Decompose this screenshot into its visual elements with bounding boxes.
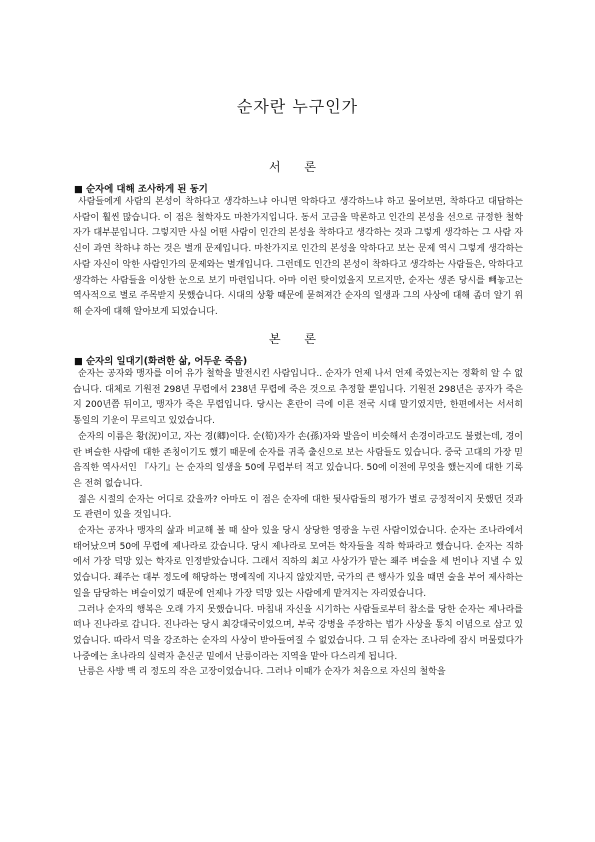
intro-text [73, 195, 523, 321]
body-text [73, 367, 523, 681]
paragraph: 순자는 공자와 맹자를 이어 유가 철학을 발전시킨 사람입니다.. 순자가 언제 나서 언제 죽었는지는 정확히 알 수 없습니다. 대체로 기원전 298년 무렵에서 238년 무렵에 죽은 것으로 추정할 뿐입니다. 기원전 298년은 공자가 죽은지 200년쯤 뒤이고, 맹자가 죽은 무렵입니다. 당시는 혼란이 극에 이른 전국 시대 말기였지만, 한편에서는 서서히 통일의 기운이 무르익고 있었습니다. [73, 369, 523, 427]
paragraph: 사람들에게 사람의 본성이 착하다고 생각하느냐 아니면 악하다고 생각하느냐 하고 물어보면, 착하다고 대답하는 사람이 훨씬 많습니다. 이 점은 철학자도 마찬가지입니다. 동서 고금을 막론하고 인간의 본성을 선으로 규정한 철학자가 대부분입니다. 그렇지만 사실 어떤 사람이 인간의 본성을 착하다고 생각하는 것과 그렇게 생각하는 그 사람 자신이 과연 착하냐 하는 것은 별개 문제입니다. 마찬가지로 인간의 본성을 악하다고 보는 문제 역시 그렇게 생각하는 사람 자신이 악한 사람인가의 문제와는 별개입니다. 그런데도 인간의 본성이 착하다고 생각하는 사람들은, 악하다고 생각하는 사람들을 이상한 눈으로 보기 마련입니다. 아마 이런 탓이었을지 모르지만, 순자는 생존 당시를 빼놓고는 역사적으로 별로 주목받지 못했습니다. 시대의 상황 때문에 묻혀져간 순자의 일생과 그의 사상에 대해 좀더 알기 위해 순자에 대해 알아보게 되었습니다. [73, 197, 523, 317]
subheading-biography: ■ 순자의 일대기(화려한 삶, 어두운 죽음) [74, 356, 248, 367]
paragraph: 순자의 이름은 황(況)이고, 자는 경(卿)이다. 순(筍)자가 손(孫)자와 발음이 비슷해서 손경이라고도 불렸는데, 경이란 벼슬한 사람에 대한 존칭이기도 했기 때문에 순자를 귀족 출신으로 보는 사람들도 있습니다. 중국 고대의 가장 믿음직한 역사서인 『사기』는 순자의 일생을 50에 무렵부터 적고 있습니다. 50에 이전에 무엇을 했는지에 대한 기록은 전혀 없습니다. [73, 431, 523, 489]
paragraph: 젊은 시절의 순자는 어디로 갔을까? 아마도 이 점은 순자에 대한 뒷사람들의 평가가 별로 긍정적이지 못했던 것과도 관련이 있을 것입니다. [73, 494, 523, 521]
paragraph: 난릉은 사방 백 리 정도의 작은 고장이었습니다. 그러나 이때가 순자가 처음으로 자신의 철학을 [78, 667, 446, 678]
paragraph: 순자는 공자나 맹자의 삶과 비교해 볼 때 살아 있을 당시 상당한 영광을 누린 사람이었습니다. 순자는 조나라에서 태어났으며 50에 무렵에 제나라로 갔습니다. 당시 제나라로 모여든 학자들을 직하 학파라고 했습니다. 순자는 직하에서 가장 덕망 있는 학자로 인정받았습니다. 그래서 직하의 최고 사상가가 맡는 좨주 벼슬을 세 번이나 지낼 수 있었습니다. 좨주는 대부 정도에 해당하는 명예직에 지나지 않았지만, 국가의 큰 행사가 있을 때면 술을 부어 제사하는 일을 담당하는 벼슬이었기 때문에 언제나 가장 덕망 있는 사람에게 맡겨지는 자리였습니다. [73, 526, 523, 599]
subheading-motivation: ■ 순자에 대해 조사하게 된 동기 [74, 184, 208, 195]
paragraph: 그러나 순자의 행복은 오래 가지 못했습니다. 마침내 자신을 시기하는 사람들로부터 참소를 당한 순자는 제나라를 떠나 진나라로 갑니다. 진나라는 당시 최강대국이었으며, 부국 강병을 주장하는 법가 사상을 통치 이념으로 삼고 있었습니다. 따라서 덕을 강조하는 순자의 사상이 받아들여질 수 없었습니다. 그 뒤 순자는 조나라에 잠시 머물렀다가 나중에는 초나라의 실력자 춘신군 밑에서 난릉이라는 지역을 맡아 다스리게 됩니다. [73, 604, 523, 662]
document-title: 순자란 누구인가 [236, 97, 359, 116]
section-heading-body: 본 론 [269, 332, 326, 346]
section-heading-intro: 서 론 [269, 160, 326, 174]
